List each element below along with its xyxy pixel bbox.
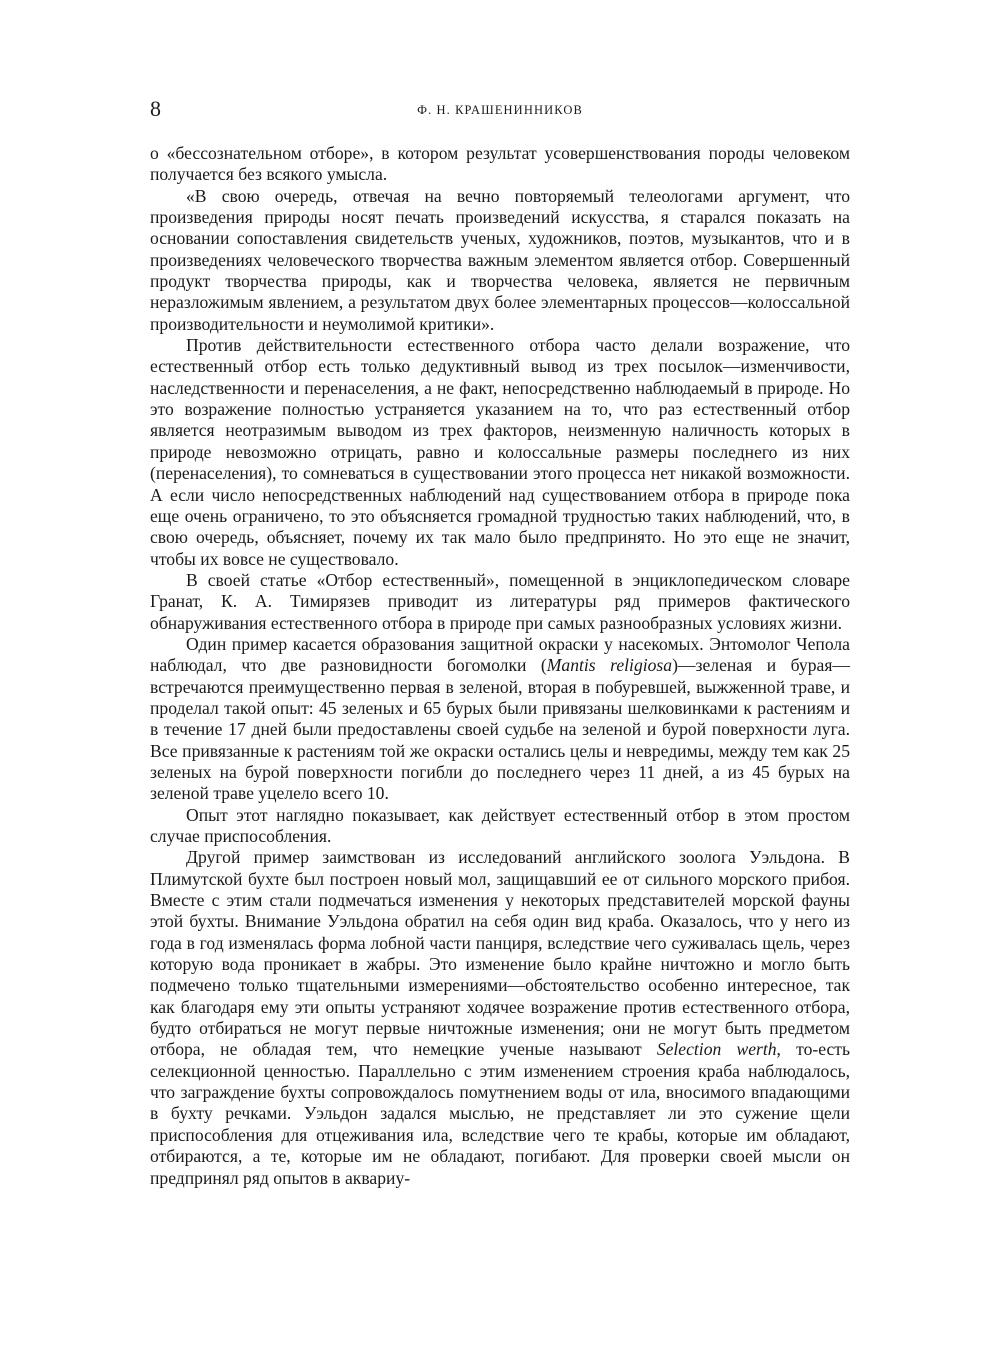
- paragraph: [150, 805, 850, 848]
- page-header: [150, 96, 850, 126]
- text-segment: «В свою очередь, отвечая на вечно повторяемый телеологами аргумент, что произведения природы носят печать произведений искусства, я старался показать на основании сопоставления свидетельств ученых, художников, поэтов, музыкантов, что и в произведениях человеческого творчества важным элементом является отбор. Совершенный продукт творчества природы, как и творчества человека, является не первичным неразложимым явлением, а результатом двух более элементарных процессов—колоссальной производительности и неумолимой критики».: [150, 185, 850, 334]
- text-segment: Опыт этот наглядно показывает, как действует естественный отбор в этом простом случае приспособления.: [150, 804, 850, 846]
- paragraph: [150, 847, 850, 1189]
- text-segment: Другой пример заимствован из исследований английского зоолога Уэльдона. В Плимутской бухте был построен новый мол, защищавший ее от сильного морского прибоя. Вместе с этим стали подмечаться изменения у некоторых представителей морской фауны этой бухты. Внимание Уэльдона обратил на себя один вид краба. Оказалось, что у него из года в год изменялась форма лобной части панциря, вследствие чего суживалась щель, через которую вода проникает в жабры. Это изменение было крайне ничтожно и могло быть подмечено только тщательными измерениями—обстоятельство особенно интересное, так как благодаря ему эти опыты устраняют ходячее возражение против естественного отбора, будто отбираться не могут первые ничтожные изменения; они не могут быть предметом отбора, не обладая тем, что немецкие ученые называют: [150, 847, 850, 1060]
- paragraph: [150, 143, 850, 186]
- text-segment: , то-есть селекционной ценностью. Параллельно с этим изменением строения краба наблюдалось, что заграждение бухты сопровождалось помутнением воды от ила, вносимого впадающими в бухту речками. Уэльдон задался мыслью, не представляет ли это сужение щели приспособления для отцеживания ила, вследствие чего те крабы, которые им обладают, отбираются, а те, которые им не обладают, погибают. Для проверки своей мысли он предпринял ряд опытов в аквариу-: [150, 1039, 850, 1188]
- page-number: 8: [150, 96, 161, 121]
- text-segment: )—зеленая и бурая—встречаются преимущественно первая в зеленой, вторая в побуревшей, выжженной траве, и проделал такой опыт: 45 зеленых и 65 бурых были привязаны шелковинками к растениям и в течение 17 дней были предоставлены своей судьбе на зеленой и бурой поверхности луга. Все привязанные к растениям той же окраски остались целы и невредимы, между тем как 25 зеленых на бурой поверхности погибли до последнего через 11 дней, а из 45 бурых на зеленой траве уцелело всего 10.: [150, 655, 850, 804]
- paragraph: [150, 335, 850, 570]
- paragraph: [150, 186, 850, 335]
- italic-species-name: Mantis religiosa: [546, 655, 673, 676]
- text-segment: В своей статье «Отбор естественный», помещенной в энциклопедическом словаре Гранат, К. А. Тимирязев приводит из литературы ряд примеров фактического обнаруживания естественного отбора в природе при самых разнообразных условиях жизни.: [150, 569, 850, 633]
- italic-term: Selection werth: [656, 1039, 777, 1060]
- text-segment: Один пример касается образования защитной окраски у насекомых. Энтомолог Чепола наблюдал, что две разновидности богомолки (: [150, 633, 850, 676]
- paragraph: [150, 570, 850, 634]
- text-segment: о «бессознательном отборе», в котором результат усовершенствования породы человеком получается без всякого умысла.: [150, 143, 850, 185]
- paragraph: [150, 634, 850, 805]
- text-segment: Против действительности естественного отбора часто делали возражение, что естественный отбор есть только дедуктивный вывод из трех посылок—изменчивости, наследственности и перенаселения, а не факт, непосредственно наблюдаемый в природе. Но это возражение полностью устраняется указанием на то, что раз естественный отбор является неотразимым выводом из трех факторов, неизменную наличность которых в природе невозможно отрицать, равно и колоссальные размеры последнего из них (перенаселения), то сомневаться в существовании этого процесса нет никакой возможности. А если число непосредственных наблюдений над существованием отбора в природе пока еще очень ограничено, то это объясняется громадной трудностью таких наблюдений, что, в свою очередь, объясняет, почему их так мало было предпринято. Но это еще не значит, чтобы их вовсе не существовало.: [150, 335, 850, 569]
- running-head: Ф. Н. КРАШЕНИННИКОВ: [417, 103, 583, 117]
- body-text: [150, 143, 850, 1189]
